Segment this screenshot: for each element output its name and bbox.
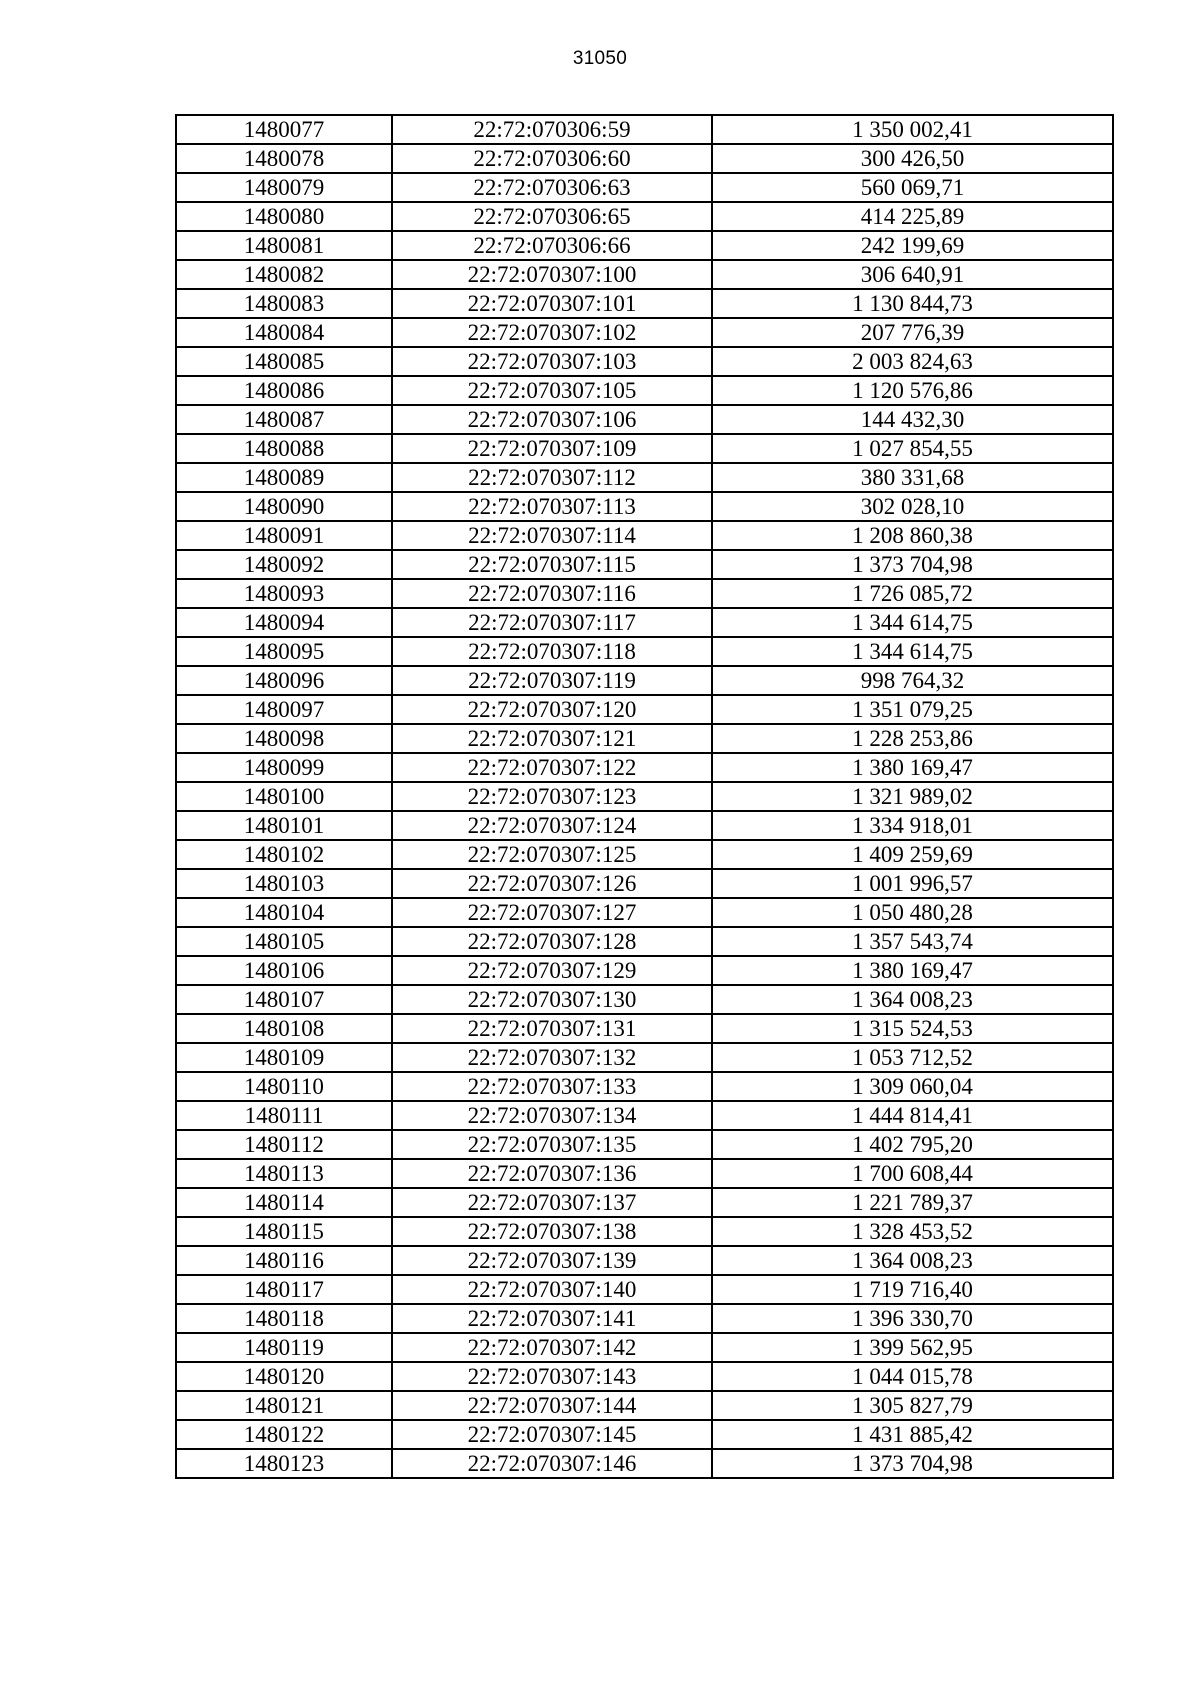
cadastral-value-cell: 1 444 814,41 (712, 1101, 1113, 1130)
row-number-cell: 1480114 (176, 1188, 392, 1217)
cadastral-number-cell: 22:72:070307:118 (392, 637, 712, 666)
cadastral-number-cell: 22:72:070306:60 (392, 144, 712, 173)
row-number-cell: 1480121 (176, 1391, 392, 1420)
table-row (176, 724, 1113, 753)
cadastral-value-cell: 1 364 008,23 (712, 1246, 1113, 1275)
cadastral-number-cell: 22:72:070307:124 (392, 811, 712, 840)
table-row (176, 985, 1113, 1014)
table-row (176, 1130, 1113, 1159)
table-row (176, 898, 1113, 927)
cadastral-number-cell: 22:72:070307:115 (392, 550, 712, 579)
row-number-cell: 1480103 (176, 869, 392, 898)
cadastral-value-cell: 1 321 989,02 (712, 782, 1113, 811)
cadastral-value-cell: 998 764,32 (712, 666, 1113, 695)
table-row (176, 579, 1113, 608)
table-row (176, 202, 1113, 231)
cadastral-number-cell: 22:72:070307:116 (392, 579, 712, 608)
table-row (176, 347, 1113, 376)
table-row (176, 289, 1113, 318)
cadastral-number-cell: 22:72:070307:145 (392, 1420, 712, 1449)
cadastral-value-cell: 207 776,39 (712, 318, 1113, 347)
cadastral-value-cell: 1 344 614,75 (712, 608, 1113, 637)
cadastral-value-cell: 1 364 008,23 (712, 985, 1113, 1014)
row-number-cell: 1480117 (176, 1275, 392, 1304)
row-number-cell: 1480109 (176, 1043, 392, 1072)
cadastral-value-cell: 1 334 918,01 (712, 811, 1113, 840)
cadastral-value-cell: 1 409 259,69 (712, 840, 1113, 869)
table-row (176, 1449, 1113, 1478)
cadastral-value-cell: 1 208 860,38 (712, 521, 1113, 550)
cadastral-number-cell: 22:72:070307:120 (392, 695, 712, 724)
cadastral-value-cell: 1 053 712,52 (712, 1043, 1113, 1072)
table-row (176, 434, 1113, 463)
row-number-cell: 1480082 (176, 260, 392, 289)
cadastral-number-cell: 22:72:070307:134 (392, 1101, 712, 1130)
cadastral-value-cell: 1 309 060,04 (712, 1072, 1113, 1101)
cadastral-value-cell: 1 027 854,55 (712, 434, 1113, 463)
cadastral-number-cell: 22:72:070307:102 (392, 318, 712, 347)
row-number-cell: 1480083 (176, 289, 392, 318)
table-row (176, 1043, 1113, 1072)
row-number-cell: 1480099 (176, 753, 392, 782)
table-row (176, 1391, 1113, 1420)
cadastral-value-cell: 2 003 824,63 (712, 347, 1113, 376)
row-number-cell: 1480116 (176, 1246, 392, 1275)
cadastral-number-cell: 22:72:070307:100 (392, 260, 712, 289)
row-number-cell: 1480122 (176, 1420, 392, 1449)
row-number-cell: 1480110 (176, 1072, 392, 1101)
row-number-cell: 1480087 (176, 405, 392, 434)
cadastral-number-cell: 22:72:070307:136 (392, 1159, 712, 1188)
row-number-cell: 1480120 (176, 1362, 392, 1391)
row-number-cell: 1480111 (176, 1101, 392, 1130)
cadastral-value-cell: 1 221 789,37 (712, 1188, 1113, 1217)
table-body (176, 115, 1113, 1478)
cadastral-number-cell: 22:72:070307:138 (392, 1217, 712, 1246)
table-row (176, 463, 1113, 492)
cadastral-number-cell: 22:72:070307:127 (392, 898, 712, 927)
cadastral-value-cell: 1 044 015,78 (712, 1362, 1113, 1391)
table-row (176, 782, 1113, 811)
cadastral-number-cell: 22:72:070307:125 (392, 840, 712, 869)
cadastral-number-cell: 22:72:070307:122 (392, 753, 712, 782)
cadastral-number-cell: 22:72:070307:140 (392, 1275, 712, 1304)
row-number-cell: 1480095 (176, 637, 392, 666)
table-row (176, 637, 1113, 666)
table-row (176, 695, 1113, 724)
cadastral-number-cell: 22:72:070307:121 (392, 724, 712, 753)
cadastral-value-cell: 1 328 453,52 (712, 1217, 1113, 1246)
cadastral-number-cell: 22:72:070306:66 (392, 231, 712, 260)
cadastral-number-cell: 22:72:070307:126 (392, 869, 712, 898)
cadastral-value-cell: 560 069,71 (712, 173, 1113, 202)
cadastral-value-cell: 1 351 079,25 (712, 695, 1113, 724)
table-row (176, 376, 1113, 405)
row-number-cell: 1480101 (176, 811, 392, 840)
cadastral-value-cell: 306 640,91 (712, 260, 1113, 289)
page-number: 31050 (572, 48, 628, 69)
cadastral-number-cell: 22:72:070307:144 (392, 1391, 712, 1420)
row-number-cell: 1480093 (176, 579, 392, 608)
cadastral-number-cell: 22:72:070307:143 (392, 1362, 712, 1391)
row-number-cell: 1480092 (176, 550, 392, 579)
cadastral-value-cell: 1 228 253,86 (712, 724, 1113, 753)
table-row (176, 811, 1113, 840)
cadastral-value-cell: 414 225,89 (712, 202, 1113, 231)
cadastral-value-cell: 1 350 002,41 (712, 115, 1113, 144)
cadastral-number-cell: 22:72:070307:117 (392, 608, 712, 637)
cadastral-value-cell: 144 432,30 (712, 405, 1113, 434)
row-number-cell: 1480090 (176, 492, 392, 521)
cadastral-value-cell: 1 130 844,73 (712, 289, 1113, 318)
table-row (176, 840, 1113, 869)
table-row (176, 1304, 1113, 1333)
table-row (176, 1362, 1113, 1391)
table-row (176, 405, 1113, 434)
table-row (176, 144, 1113, 173)
cadastral-number-cell: 22:72:070307:109 (392, 434, 712, 463)
table-row (176, 231, 1113, 260)
table-row (176, 521, 1113, 550)
cadastral-value-cell: 1 431 885,42 (712, 1420, 1113, 1449)
row-number-cell: 1480078 (176, 144, 392, 173)
row-number-cell: 1480081 (176, 231, 392, 260)
cadastral-number-cell: 22:72:070307:139 (392, 1246, 712, 1275)
row-number-cell: 1480088 (176, 434, 392, 463)
table-row (176, 1159, 1113, 1188)
cadastral-number-cell: 22:72:070307:105 (392, 376, 712, 405)
row-number-cell: 1480091 (176, 521, 392, 550)
cadastral-number-cell: 22:72:070307:114 (392, 521, 712, 550)
row-number-cell: 1480098 (176, 724, 392, 753)
row-number-cell: 1480113 (176, 1159, 392, 1188)
cadastral-value-cell: 380 331,68 (712, 463, 1113, 492)
cadastral-number-cell: 22:72:070307:146 (392, 1449, 712, 1478)
row-number-cell: 1480089 (176, 463, 392, 492)
cadastral-value-cell: 1 001 996,57 (712, 869, 1113, 898)
table-row (176, 1275, 1113, 1304)
cadastral-number-cell: 22:72:070307:133 (392, 1072, 712, 1101)
table-row (176, 550, 1113, 579)
cadastral-value-cell: 1 396 330,70 (712, 1304, 1113, 1333)
table-row (176, 1333, 1113, 1362)
row-number-cell: 1480119 (176, 1333, 392, 1362)
table-row (176, 1420, 1113, 1449)
cadastral-value-cell: 1 380 169,47 (712, 753, 1113, 782)
cadastral-value-cell: 1 315 524,53 (712, 1014, 1113, 1043)
cadastral-value-cell: 1 700 608,44 (712, 1159, 1113, 1188)
cadastral-number-cell: 22:72:070307:112 (392, 463, 712, 492)
cadastral-number-cell: 22:72:070307:142 (392, 1333, 712, 1362)
cadastral-number-cell: 22:72:070307:141 (392, 1304, 712, 1333)
cadastral-value-cell: 1 373 704,98 (712, 550, 1113, 579)
cadastral-number-cell: 22:72:070307:101 (392, 289, 712, 318)
table-row (176, 753, 1113, 782)
table-row (176, 927, 1113, 956)
cadastral-value-cell: 1 050 480,28 (712, 898, 1113, 927)
row-number-cell: 1480097 (176, 695, 392, 724)
cadastral-value-table (175, 114, 1114, 1479)
cadastral-number-cell: 22:72:070307:137 (392, 1188, 712, 1217)
cadastral-value-cell: 1 120 576,86 (712, 376, 1113, 405)
table-row (176, 173, 1113, 202)
cadastral-number-cell: 22:72:070306:63 (392, 173, 712, 202)
table-row (176, 608, 1113, 637)
table-row (176, 260, 1113, 289)
cadastral-number-cell: 22:72:070307:132 (392, 1043, 712, 1072)
cadastral-number-cell: 22:72:070307:135 (392, 1130, 712, 1159)
cadastral-number-cell: 22:72:070307:106 (392, 405, 712, 434)
row-number-cell: 1480077 (176, 115, 392, 144)
table-row (176, 1101, 1113, 1130)
cadastral-number-cell: 22:72:070306:65 (392, 202, 712, 231)
row-number-cell: 1480086 (176, 376, 392, 405)
row-number-cell: 1480106 (176, 956, 392, 985)
cadastral-value-cell: 1 726 085,72 (712, 579, 1113, 608)
cadastral-value-cell: 242 199,69 (712, 231, 1113, 260)
table-row (176, 666, 1113, 695)
row-number-cell: 1480079 (176, 173, 392, 202)
row-number-cell: 1480105 (176, 927, 392, 956)
table-row (176, 1188, 1113, 1217)
cadastral-value-cell: 1 373 704,98 (712, 1449, 1113, 1478)
cadastral-value-cell: 1 357 543,74 (712, 927, 1113, 956)
table-row (176, 869, 1113, 898)
row-number-cell: 1480104 (176, 898, 392, 927)
table-row (176, 1014, 1113, 1043)
row-number-cell: 1480123 (176, 1449, 392, 1478)
cadastral-number-cell: 22:72:070307:129 (392, 956, 712, 985)
cadastral-number-cell: 22:72:070307:128 (392, 927, 712, 956)
table-row (176, 115, 1113, 144)
row-number-cell: 1480107 (176, 985, 392, 1014)
table-row (176, 1072, 1113, 1101)
cadastral-value-cell: 1 344 614,75 (712, 637, 1113, 666)
row-number-cell: 1480112 (176, 1130, 392, 1159)
cadastral-number-cell: 22:72:070307:103 (392, 347, 712, 376)
row-number-cell: 1480094 (176, 608, 392, 637)
table-row (176, 492, 1113, 521)
cadastral-number-cell: 22:72:070307:119 (392, 666, 712, 695)
cadastral-number-cell: 22:72:070307:113 (392, 492, 712, 521)
row-number-cell: 1480115 (176, 1217, 392, 1246)
cadastral-number-cell: 22:72:070307:123 (392, 782, 712, 811)
cadastral-value-cell: 1 399 562,95 (712, 1333, 1113, 1362)
cadastral-value-cell: 1 402 795,20 (712, 1130, 1113, 1159)
table-row (176, 318, 1113, 347)
table-row (176, 1217, 1113, 1246)
row-number-cell: 1480085 (176, 347, 392, 376)
cadastral-value-cell: 300 426,50 (712, 144, 1113, 173)
cadastral-number-cell: 22:72:070306:59 (392, 115, 712, 144)
row-number-cell: 1480108 (176, 1014, 392, 1043)
table-row (176, 1246, 1113, 1275)
row-number-cell: 1480096 (176, 666, 392, 695)
cadastral-value-cell: 302 028,10 (712, 492, 1113, 521)
row-number-cell: 1480118 (176, 1304, 392, 1333)
table-row (176, 956, 1113, 985)
cadastral-value-cell: 1 380 169,47 (712, 956, 1113, 985)
cadastral-number-cell: 22:72:070307:130 (392, 985, 712, 1014)
row-number-cell: 1480080 (176, 202, 392, 231)
row-number-cell: 1480084 (176, 318, 392, 347)
cadastral-value-cell: 1 719 716,40 (712, 1275, 1113, 1304)
cadastral-number-cell: 22:72:070307:131 (392, 1014, 712, 1043)
row-number-cell: 1480100 (176, 782, 392, 811)
cadastral-value-cell: 1 305 827,79 (712, 1391, 1113, 1420)
row-number-cell: 1480102 (176, 840, 392, 869)
